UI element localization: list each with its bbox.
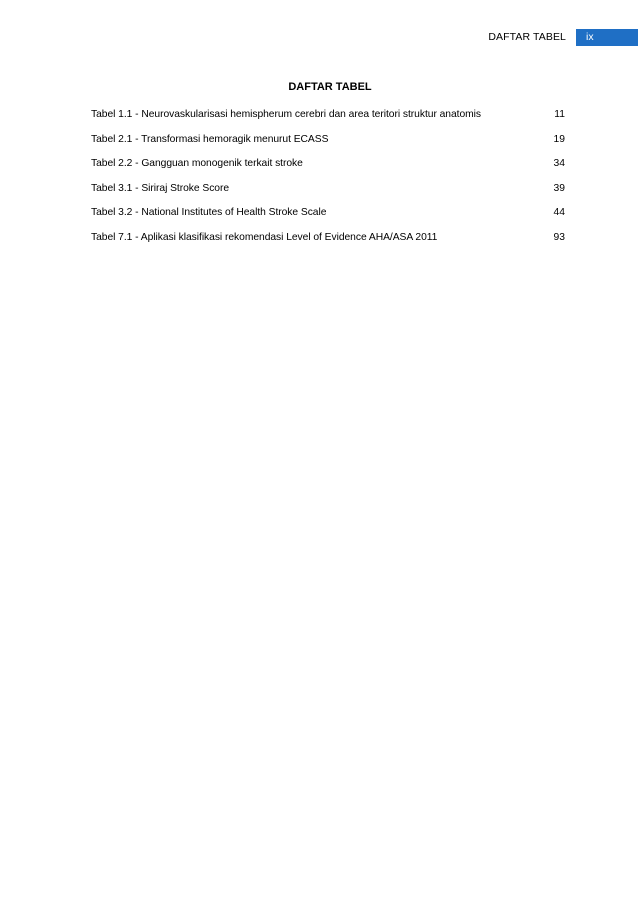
toc-entry-page: 11: [554, 109, 565, 120]
toc-entry-label: Tabel 7.1 - Aplikasi klasifikasi rekomendasi Level of Evidence AHA/ASA 2011: [91, 231, 438, 243]
header-title: DAFTAR TABEL: [488, 31, 566, 43]
toc-entry[interactable]: [91, 231, 567, 256]
toc-entry-page: 39: [553, 182, 565, 194]
toc-entry-label: Tabel 3.1 - Siriraj Stroke Score: [91, 182, 230, 194]
toc-entry[interactable]: [91, 182, 567, 207]
toc-entry-label: Tabel 3.2 - National Institutes of Health Stroke Scale: [91, 207, 327, 218]
toc-entry[interactable]: [91, 157, 567, 182]
toc-entry-page: 34: [553, 158, 565, 169]
toc-entry[interactable]: [91, 133, 567, 158]
running-header: [488, 29, 638, 46]
toc-entry[interactable]: [91, 108, 567, 133]
toc-entry-label: Tabel 2.1 - Transformasi hemoragik menurut ECASS: [91, 133, 329, 145]
toc-entry-page: 44: [553, 207, 565, 218]
toc-entry-label: Tabel 2.2 - Gangguan monogenik terkait stroke: [91, 158, 303, 169]
toc-entry[interactable]: [91, 206, 567, 231]
toc-entry-page: 93: [553, 231, 565, 243]
header-page-number: ix: [576, 29, 638, 46]
table-of-tables: [91, 108, 567, 255]
toc-entry-label: Tabel 1.1 - Neurovaskularisasi hemispherum cerebri dan area teritori struktur anatomis: [91, 109, 482, 120]
toc-entry-page: 19: [553, 133, 565, 145]
page-title: DAFTAR TABEL: [288, 81, 372, 93]
